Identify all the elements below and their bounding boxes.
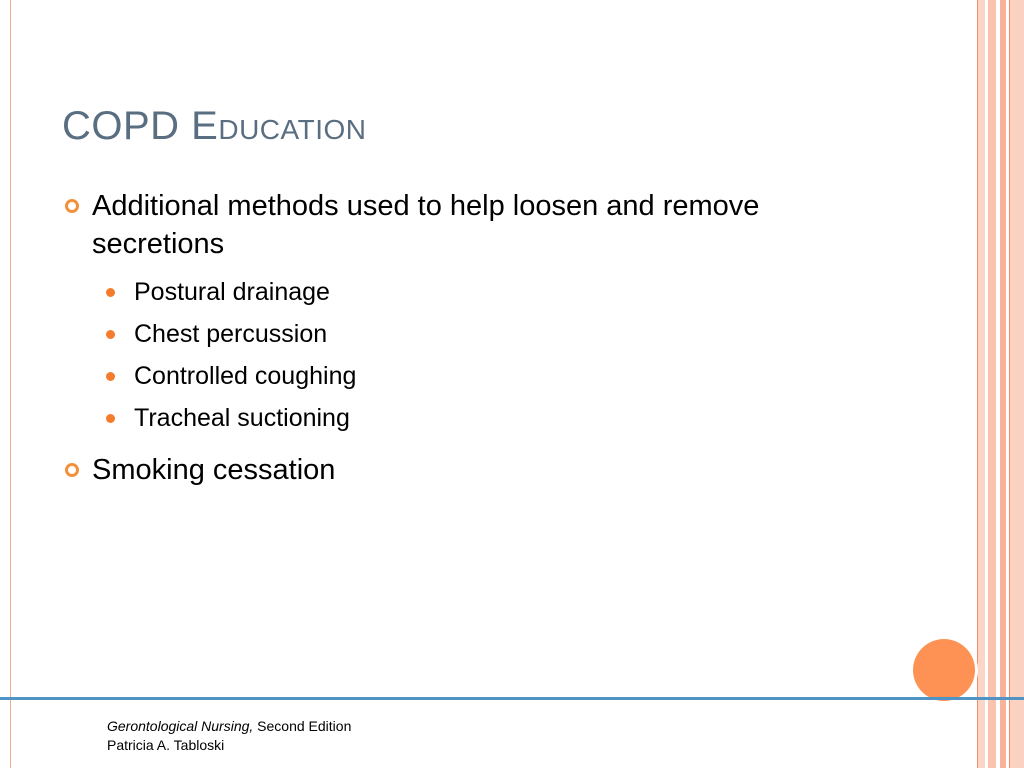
bullet-item (62, 451, 782, 489)
sub-bullet-text: Chest percussion (134, 320, 328, 348)
ring-bullet-icon (65, 199, 79, 213)
footer-line-1 (107, 717, 351, 736)
footer-book-title: Gerontological Nursing, (107, 718, 254, 734)
decorative-stripe (988, 0, 996, 768)
decorative-circle (913, 639, 975, 701)
dot-bullet-icon (106, 330, 115, 339)
sub-bullet-item (62, 313, 782, 355)
footer-edition: Second Edition (253, 718, 352, 734)
bullet-text: Additional methods used to help loosen and remove secretions (92, 190, 760, 260)
decorative-stripe (977, 0, 978, 768)
dot-bullet-icon (106, 288, 115, 297)
slide-content (62, 187, 782, 489)
bullet-item (62, 187, 782, 263)
ring-bullet-icon (65, 463, 79, 477)
footer-divider-line (0, 697, 1024, 700)
decorative-stripe (1010, 0, 1024, 768)
bullet-text: Smoking cessation (92, 454, 336, 486)
slide-title: COPD Education (62, 104, 367, 148)
dot-bullet-icon (106, 372, 115, 381)
sub-bullet-item (62, 271, 782, 313)
left-frame-border (0, 0, 11, 768)
footer-author: Patricia A. Tabloski (107, 737, 225, 753)
sub-bullet-text: Controlled coughing (134, 362, 357, 390)
sub-bullet-item (62, 355, 782, 397)
decorative-stripe (1009, 0, 1010, 768)
sub-bullet-text: Tracheal suctioning (134, 404, 350, 432)
sub-bullet-item (62, 397, 782, 439)
dot-bullet-icon (106, 414, 115, 423)
decorative-stripe (978, 0, 985, 768)
footer (107, 717, 351, 755)
sub-bullet-text: Postural drainage (134, 278, 330, 306)
sub-bullet-list (62, 271, 782, 439)
